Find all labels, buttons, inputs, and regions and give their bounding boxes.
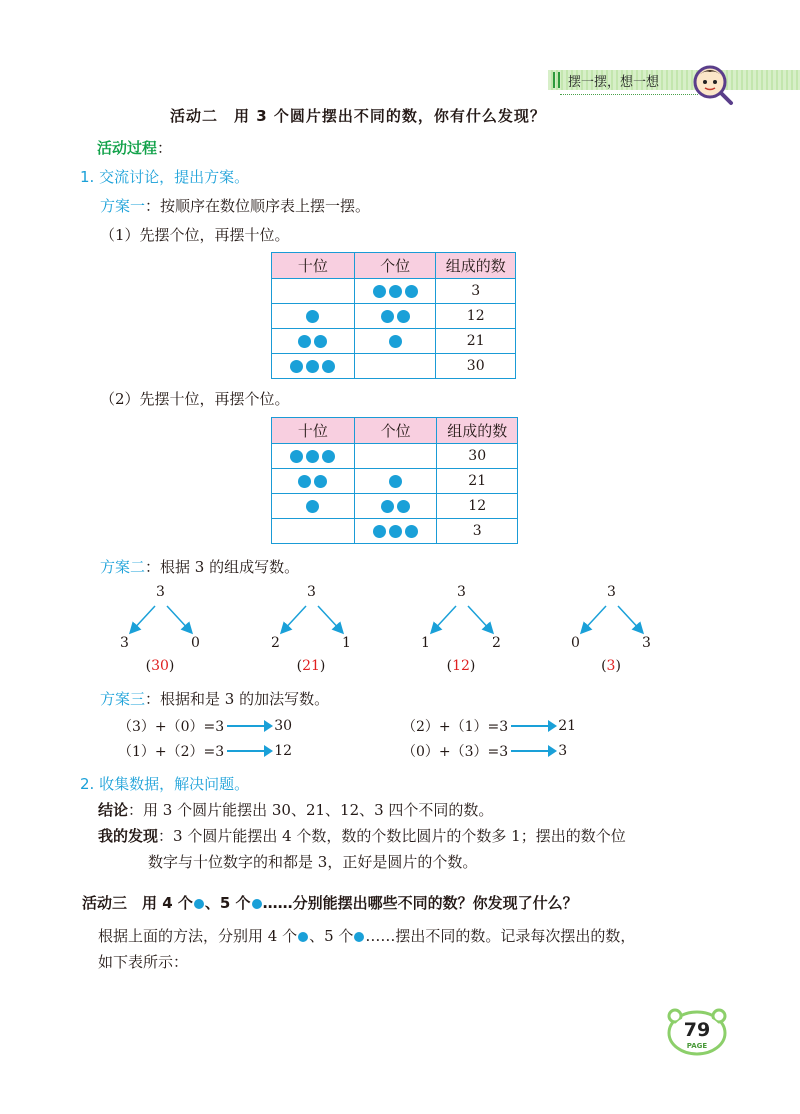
process-heading — [97, 137, 172, 158]
page-number-badge — [666, 1006, 728, 1056]
arrow-icon — [227, 750, 271, 752]
equation-result: 3 — [558, 743, 568, 759]
finding-text-2: 数字与十位数字的和都是 3，正好是圆片的个数。 — [148, 853, 478, 871]
header-number: 组成的数 — [436, 253, 516, 279]
conclusion-label: 结论 — [98, 801, 129, 819]
tree-right-number: 1 — [342, 635, 351, 651]
instruction-part2: 、5 个 — [309, 927, 354, 945]
circle-chip-icon — [373, 525, 386, 538]
place-value-table-2 — [271, 417, 518, 544]
number-cell: 3 — [437, 519, 518, 544]
section-title: 摆一摆，想一想 — [568, 75, 660, 90]
tree-top-number: 3 — [156, 584, 165, 600]
conclusion-line — [98, 799, 493, 820]
circle-chip-icon — [306, 450, 319, 463]
plan2-text: ：根据 3 的组成写数。 — [145, 558, 300, 576]
header-ones: 个位 — [354, 253, 436, 279]
table-row — [272, 494, 518, 519]
tens-cell — [272, 329, 355, 354]
activity3-title-part3: ……分别能摆出哪些不同的数？你发现了什么？ — [262, 894, 578, 912]
circle-chip-icon — [298, 335, 311, 348]
equation-result: 30 — [274, 718, 293, 734]
conclusion-text: ：用 3 个圆片能摆出 30、21、12、3 四个不同的数。 — [128, 801, 494, 819]
circle-chip-icon — [306, 500, 319, 513]
ones-cell — [354, 494, 437, 519]
arrow-icon — [511, 725, 555, 727]
circle-chip-icon — [397, 500, 410, 513]
tens-cell — [272, 519, 355, 544]
circle-chip-icon — [389, 335, 402, 348]
plan3-line — [100, 688, 329, 709]
equation-text: （3）+（0）=3 — [118, 719, 225, 735]
number-cell: 21 — [436, 329, 516, 354]
table-row — [272, 444, 518, 469]
number-cell: 3 — [436, 279, 516, 304]
plan2-label: 方案二 — [100, 558, 146, 576]
page-number: 79 — [683, 1019, 711, 1041]
circle-chip-icon — [405, 525, 418, 538]
circle-chip-icon — [322, 360, 335, 373]
tree-answer: (21) — [296, 658, 326, 674]
ones-cell — [354, 444, 437, 469]
equation-result: 21 — [558, 718, 577, 734]
header-tens: 十位 — [272, 253, 355, 279]
circle-chip-icon — [354, 932, 364, 942]
equation-row — [402, 741, 567, 761]
tens-cell — [272, 494, 355, 519]
tens-cell — [272, 444, 355, 469]
circle-chip-icon — [389, 525, 402, 538]
number-cell: 12 — [436, 304, 516, 329]
circle-chip-icon — [298, 475, 311, 488]
tree-left-number: 1 — [421, 635, 430, 651]
circle-chip-icon — [389, 475, 402, 488]
header-tens: 十位 — [272, 418, 355, 444]
circle-chip-icon — [306, 360, 319, 373]
activity3-title-part1: 活动三 用 4 个 — [82, 894, 193, 912]
arrow-icon — [511, 750, 555, 752]
tree-answer-value: 3 — [606, 658, 616, 674]
table-row — [272, 329, 516, 354]
circle-chip-icon — [373, 285, 386, 298]
number-cell: 30 — [436, 354, 516, 379]
sub1-heading: （1）先摆个位，再摆十位。 — [100, 226, 290, 244]
tree-left-number: 2 — [271, 635, 280, 651]
circle-chip-icon — [389, 285, 402, 298]
equation-row — [118, 741, 292, 761]
page-label: PAGE — [686, 1042, 708, 1050]
tens-cell — [272, 354, 355, 379]
circle-chip-icon — [381, 310, 394, 323]
plan3-text: ：根据和是 3 的加法写数。 — [145, 690, 330, 708]
circle-chip-icon — [381, 500, 394, 513]
circle-chip-icon — [306, 310, 319, 323]
header-number: 组成的数 — [437, 418, 518, 444]
tree-answer: (30) — [145, 658, 175, 674]
tens-cell — [272, 279, 355, 304]
tree-left-number: 3 — [120, 635, 129, 651]
place-value-table-1 — [271, 252, 516, 379]
finding-text-1: ：3 个圆片能摆出 4 个数，数的个数比圆片的个数多 1；摆出的数个位 — [158, 827, 626, 845]
activity3-title-part2: 、5 个 — [204, 894, 251, 912]
equation-text: （2）+（1）=3 — [402, 719, 509, 735]
step1-heading: 1. 交流讨论，提出方案。 — [80, 168, 250, 186]
equation-text: （1）+（2）=3 — [118, 744, 225, 760]
process-label: 活动过程 — [97, 139, 158, 157]
number-cell: 12 — [437, 494, 518, 519]
equation-row — [118, 716, 292, 736]
process-colon: ： — [157, 139, 173, 157]
composition-tree — [556, 584, 666, 674]
circle-chip-icon — [405, 285, 418, 298]
circle-chip-icon — [252, 899, 262, 909]
circle-chip-icon — [397, 310, 410, 323]
plan3-label: 方案三 — [100, 690, 146, 708]
header-ones: 个位 — [354, 418, 437, 444]
tree-answer: (12) — [446, 658, 476, 674]
activity2-title: 活动二 用 3 个圆片摆出不同的数，你有什么发现？ — [170, 107, 546, 125]
activity3-instruction-2: 如下表所示： — [98, 953, 189, 971]
table-row — [272, 354, 516, 379]
plan1-text: ：按顺序在数位顺序表上摆一摆。 — [145, 197, 371, 215]
tree-right-number: 3 — [642, 635, 651, 651]
sub2-heading: （2）先摆十位，再摆个位。 — [100, 390, 290, 408]
arrow-icon — [227, 725, 271, 727]
circle-chip-icon — [322, 450, 335, 463]
equation-result: 12 — [274, 743, 293, 759]
tens-cell — [272, 304, 355, 329]
plan1-label: 方案一 — [100, 197, 146, 215]
tree-answer-value: 12 — [452, 658, 470, 674]
ones-cell — [354, 469, 437, 494]
ones-cell — [354, 304, 436, 329]
composition-tree — [406, 584, 516, 674]
ones-cell — [354, 279, 436, 304]
finding-line — [98, 825, 626, 846]
ones-cell — [354, 329, 436, 354]
circle-chip-icon — [314, 335, 327, 348]
equation-row — [402, 716, 576, 736]
tree-left-number: 0 — [571, 635, 580, 651]
magnifier-mascot-icon — [690, 62, 734, 106]
tens-cell — [272, 469, 355, 494]
number-cell: 30 — [437, 444, 518, 469]
circle-chip-icon — [290, 450, 303, 463]
tree-answer-value: 30 — [151, 658, 169, 674]
tree-right-number: 2 — [492, 635, 501, 651]
equation-text: （0）+（3）=3 — [402, 744, 509, 760]
tree-top-number: 3 — [307, 584, 316, 600]
table-row — [272, 279, 516, 304]
table-row — [272, 469, 518, 494]
ones-cell — [354, 354, 436, 379]
header-marker — [553, 72, 560, 88]
plan1-line — [100, 195, 370, 216]
tree-top-number: 3 — [457, 584, 466, 600]
tree-right-number: 0 — [191, 635, 200, 651]
finding-label: 我的发现 — [98, 827, 159, 845]
composition-tree — [256, 584, 366, 674]
table-row — [272, 519, 518, 544]
composition-tree — [105, 584, 215, 674]
activity3-instruction — [98, 925, 635, 946]
step2-heading: 2. 收集数据，解决问题。 — [80, 775, 250, 793]
table-row — [272, 304, 516, 329]
tree-answer-value: 21 — [302, 658, 320, 674]
activity3-title — [82, 892, 578, 913]
circle-chip-icon — [194, 899, 204, 909]
header-divider — [560, 94, 698, 95]
tree-answer: (3) — [601, 658, 621, 674]
circle-chip-icon — [314, 475, 327, 488]
circle-chip-icon — [290, 360, 303, 373]
number-cell: 21 — [437, 469, 518, 494]
ones-cell — [354, 519, 437, 544]
instruction-part3: ……摆出不同的数。记录每次摆出的数， — [365, 927, 636, 945]
circle-chip-icon — [298, 932, 308, 942]
plan2-line — [100, 556, 299, 577]
instruction-part1: 根据上面的方法，分别用 4 个 — [98, 927, 298, 945]
tree-top-number: 3 — [607, 584, 616, 600]
